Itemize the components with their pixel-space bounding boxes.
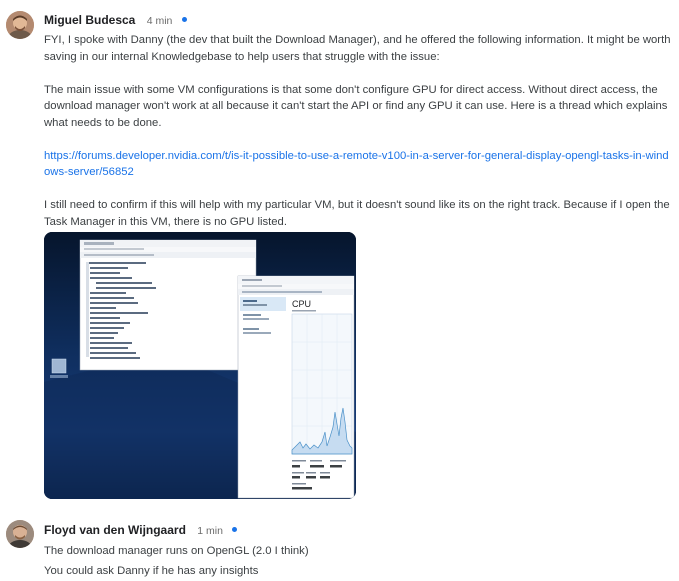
unread-dot: [182, 17, 187, 22]
comment-author[interactable]: Miguel Budesca: [44, 13, 136, 27]
comment-body: [44, 32, 672, 230]
task-manager-window: [238, 276, 354, 498]
cpu-heading: CPU: [292, 299, 312, 309]
avatar[interactable]: [6, 520, 34, 548]
comment-paragraph: You could ask Danny if he has any insights: [44, 565, 259, 577]
avatar[interactable]: [6, 11, 34, 39]
comment-paragraph: The download manager runs on OpenGL (2.0 I think): [44, 545, 309, 557]
comment-body: [44, 541, 672, 581]
comment-timestamp: 1 min: [197, 525, 223, 537]
comment-author[interactable]: Floyd van den Wijngaard: [44, 523, 186, 537]
comment-timestamp: 4 min: [146, 15, 173, 27]
comment-paragraph: FYI, I spoke with Danny (the dev that built the Download Manager), and he offered the following information. It might be worth saving in our internal Knowledgebase to help users that struggle with the issue:: [44, 34, 671, 63]
comment-paragraph: The main issue with some VM configurations is that some don't configure GPU for direct access. Without direct access, the download manager won't work at all because it can't start the API or find any GPU it can use. Here is a thread which explains what needs to be done.: [44, 83, 668, 129]
device-manager-window: [80, 240, 256, 370]
recycle-bin-icon: [50, 359, 68, 378]
vm-desktop-image: [44, 232, 356, 499]
attached-screenshot[interactable]: [44, 232, 356, 499]
unread-dot: [232, 527, 237, 532]
comment-paragraph: I still need to confirm if this will help with my particular VM, but it doesn't sound like its on the right track. Because if I open the Task Manager in this VM, there is no GPU listed.: [44, 199, 670, 228]
forum-thread-link[interactable]: https://forums.developer.nvidia.com/t/is-it-possible-to-use-a-remote-v100-in-a-server-for-general-display-opengl-tasks-in-windows-server/56852: [44, 149, 669, 178]
